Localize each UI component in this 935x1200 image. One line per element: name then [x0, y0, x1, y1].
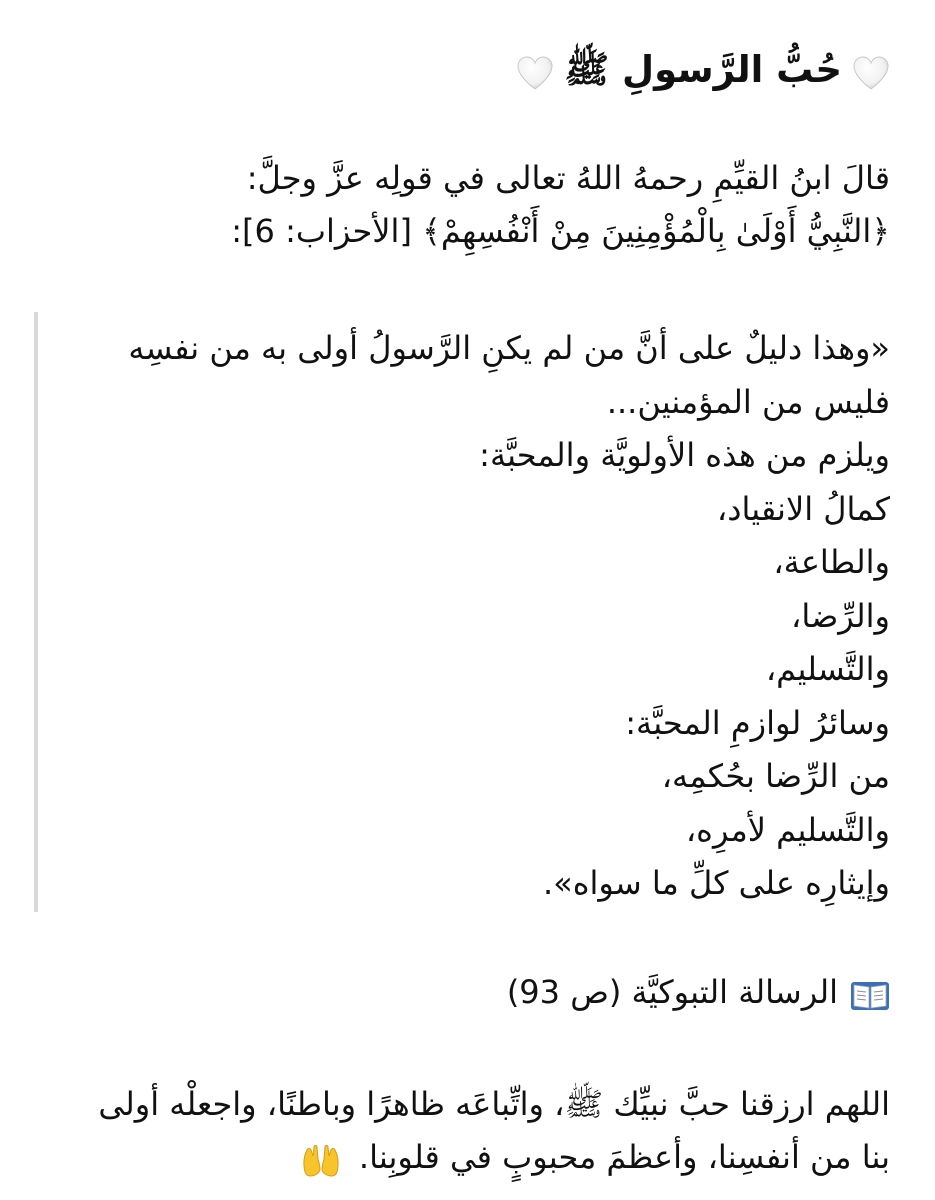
intro-line: قالَ ابنُ القيِّمِ رحمهُ اللهُ تعالى في قولِه عزَّ وجلَّ: [246, 159, 890, 197]
quote-line: وإيثارِه على كلِّ ما سواه». [542, 864, 890, 902]
intro-paragraph [231, 152, 890, 258]
dua-line: اللهم ارزقنا حبَّ نبيِّك ﷺ، واتِّباعَه ظاهرًا وباطنًا، واجعلْه أولى [98, 1085, 890, 1123]
quote-line: «وهذا دليلٌ على أنَّ من لم يكنِ الرَّسولُ أولى به من نفسِه [128, 329, 890, 367]
dua-line: بنا من أنفسِنا، وأعظمَ محبوبٍ في قلوبِنا. [358, 1138, 890, 1176]
open-book-icon [850, 976, 890, 1010]
quote-line: والرِّضا، [791, 596, 890, 635]
white-heart-icon [516, 55, 554, 93]
quote-line: كمالُ الانقياد، [716, 489, 890, 528]
blockquote-bar [34, 312, 38, 912]
dua-line-wrap [98, 1131, 890, 1184]
raised-hands-icon [301, 1141, 341, 1177]
quote-line: من الرِّضا بحُكمِه، [661, 757, 890, 795]
quote-line: والتَّسليم، [765, 650, 890, 688]
quote-line: فليس من المؤمنين... [606, 382, 890, 421]
quote-line: وسائرُ لوازمِ المحبَّة: [625, 703, 890, 742]
source-citation [507, 966, 890, 1019]
quote-line: والطاعة، [773, 543, 890, 581]
page-title: حُبُّ الرَّسولِ ﷺ [564, 48, 842, 91]
quote-line: ويلزم من هذه الأولويَّة والمحبَّة: [479, 436, 890, 474]
quote-line: والتَّسليم لأمرِه، [685, 810, 890, 849]
quran-verse-line: ﴿النَّبِيُّ أَوْلَىٰ بِالْمُؤْمِنِينَ مِنْ أَنْفُسِهِمْ﴾ [الأحزاب: 6]: [231, 212, 890, 250]
title-row [516, 42, 890, 106]
blockquote [34, 312, 900, 912]
dua-paragraph [98, 1078, 890, 1184]
white-heart-icon [852, 55, 890, 93]
source-text: الرسالة التبوكيَّة (ص 93) [506, 973, 838, 1011]
blockquote-text [128, 322, 890, 911]
